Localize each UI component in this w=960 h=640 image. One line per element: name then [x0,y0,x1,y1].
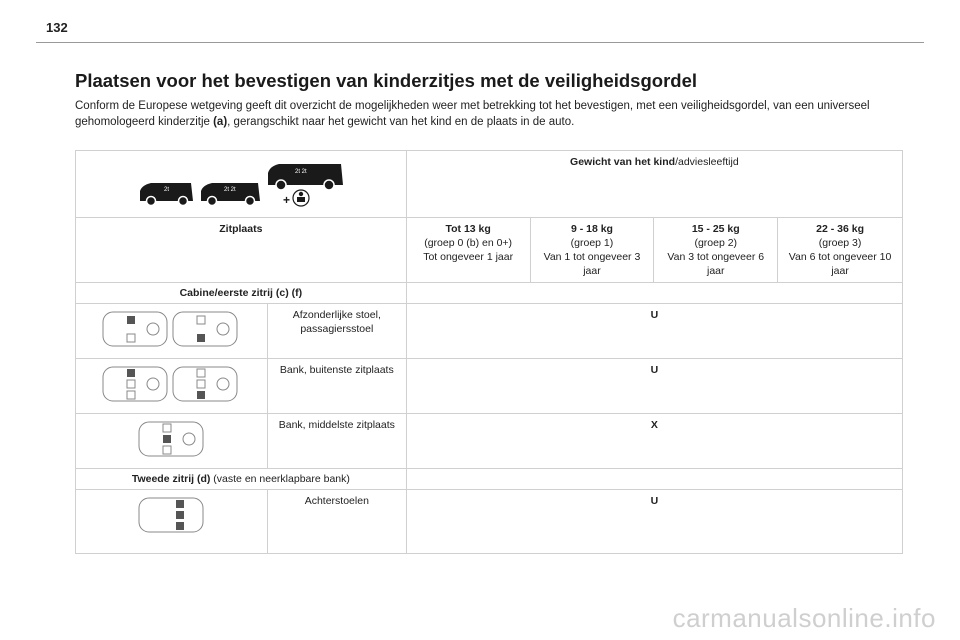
group-cell [406,218,530,283]
seat-diagram-icon [101,396,241,408]
weight-header [406,151,902,218]
seat-value-text: U [650,364,659,376]
group-weight: 15 - 25 kg [691,223,740,235]
seat-diagram-icon [136,527,206,539]
section-second-bold: Tweede zitrij (d) [131,473,211,485]
group-age: Van 1 tot ongeveer 3 jaar [543,251,641,277]
van-icon [265,157,345,211]
seat-label: Bank, middelste zitplaats [267,414,406,469]
seat-diagram-cell [76,304,268,359]
group-age: Tot ongeveer 1 jaar [423,251,514,263]
group-cell [654,218,778,283]
watermark: carmanualsonline.info [672,603,936,633]
svg-text:+: + [282,193,290,207]
weight-header-bold: Gewicht van het kind [570,156,676,168]
van-icon [137,179,195,211]
seat-value-text: U [650,309,659,321]
intro-paragraph [75,98,905,130]
group-cell [778,218,903,283]
weight-header-rest: /adviesleeftijd [675,156,739,168]
seat-diagram-cell [76,414,268,469]
group-weight: Tot 13 kg [445,223,491,235]
seat-diagram-icon [136,451,206,463]
seat-diagram-icon [101,341,241,353]
group-name: (groep 0 (b) en 0+) [424,237,513,249]
page-title: Plaatsen voor het bevestigen van kinderzitjes met de veiligheidsgordel [75,70,697,91]
seat-value-text: X [650,419,658,431]
seat-diagram-cell [76,359,268,414]
seat-label: Bank, buitenste zitplaats [267,359,406,414]
seat-label: Achterstoelen [267,490,406,554]
group-age: Van 3 tot ongeveer 6 jaar [667,251,765,277]
seat-value [406,359,902,414]
section-cabin-label: Cabine/eerste zitrij (c) (f) [179,287,303,299]
seat-label: Afzonderlijke stoel, passagiersstoel [267,304,406,359]
group-name: (groep 1) [570,237,614,249]
intro-text-2: , gerangschikt naar het gewicht van het kind en de plaats in de auto. [227,116,575,128]
vehicle-icons-cell [76,151,407,218]
intro-text-1: Conform de Europese wetgeving geeft dit overzicht de mogelijkheden weer met betrekking tot het bevestigen, met een veiligheidsgordel, van een universeel gehomologeerd kinderzitje [75,100,870,128]
svg-text:2t 2t: 2t 2t [294,169,307,175]
group-weight: 9 - 18 kg [570,223,613,235]
child-seat-table [75,150,903,554]
seat-column-header [76,218,407,283]
seat-diagram-cell [76,490,268,554]
group-name: (groep 3) [818,237,862,249]
group-cell [530,218,654,283]
section-second-row [76,469,407,490]
seat-header-label: Zitplaats [219,223,263,235]
svg-text:2t 2t: 2t 2t [223,187,236,193]
section-cabin-empty [406,283,902,304]
section-second-rest: (vaste en neerklapbare bank) [210,473,350,485]
seat-value-text: U [650,495,659,507]
van-icon [198,179,262,211]
seat-value [406,304,902,359]
group-age: Van 6 tot ongeveer 10 jaar [788,251,892,277]
group-weight: 22 - 36 kg [816,223,865,235]
page-number: 132 [46,20,68,35]
section-cabin [76,283,407,304]
section-second-empty [406,469,902,490]
seat-value [406,490,902,554]
header-divider [36,42,924,43]
group-name: (groep 2) [694,237,738,249]
svg-text:2t: 2t [163,187,169,193]
intro-ref-a: (a) [213,116,228,128]
seat-value [406,414,902,469]
